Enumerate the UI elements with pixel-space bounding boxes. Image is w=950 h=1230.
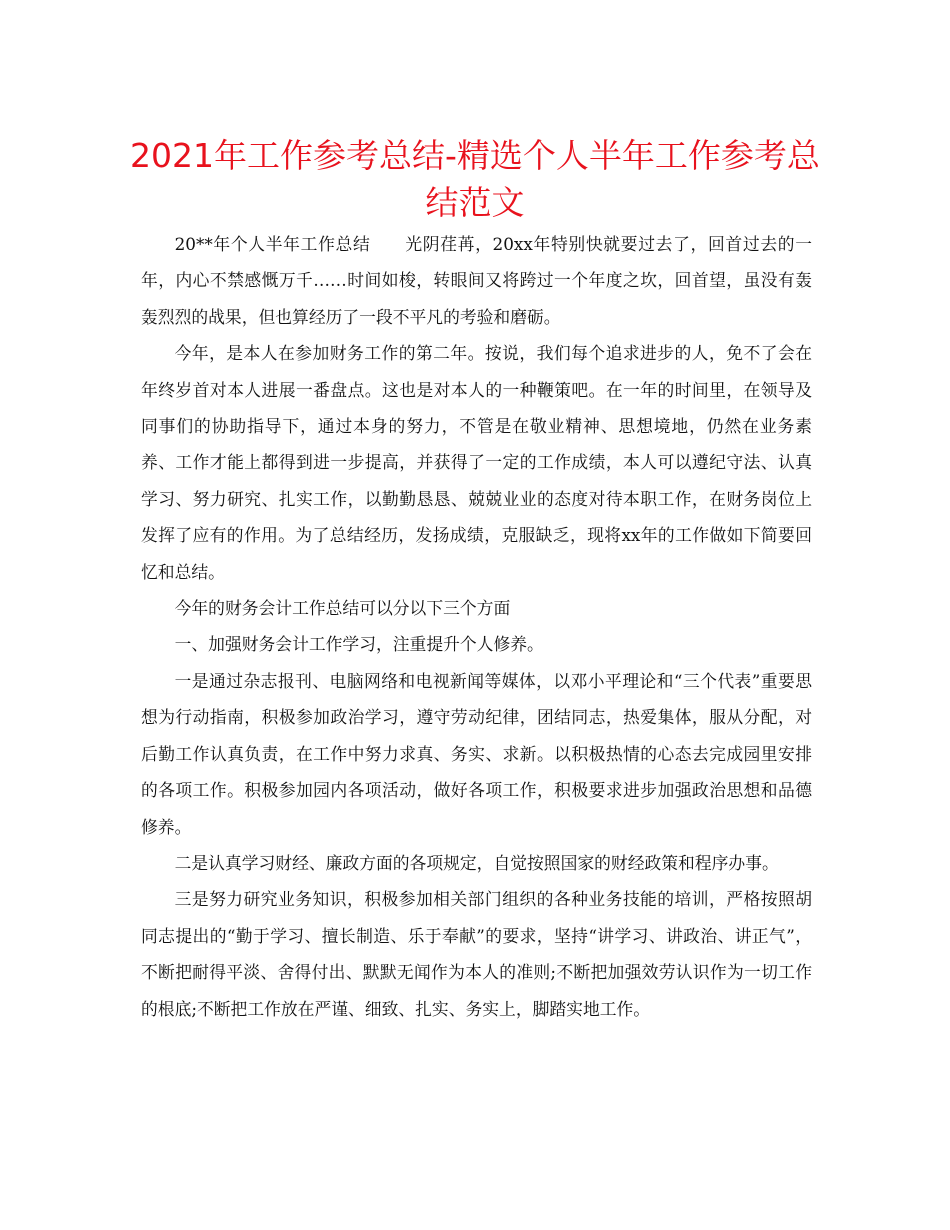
- document-title: 2021年工作参考总结-精选个人半年工作参考总结范文: [130, 136, 820, 222]
- paragraph-intro: 20**年个人半年工作总结 光阴荏苒，20xx年特别快就要过去了，回首过去的一年，内心不禁感慨万千……时间如梭，转眼间又将跨过一个年度之坎，回首望，虽没有轰轰烈烈的战果，但也算经历了一段不平凡的考验和磨砺。: [141, 234, 812, 327]
- document-body: [141, 226, 812, 1027]
- paragraph-aspects: 今年的财务会计工作总结可以分以下三个方面: [174, 598, 511, 619]
- paragraph-point-three: 三是努力研究业务知识，积极参加相关部门组织的各种业务技能的培训，严格按照胡同志提出的“勤于学习、擅长制造、乐于奉献”的要求，坚持“讲学习、讲政治、讲正气”，不断把耐得平淡、舍得付出、默默无闻作为本人的准则;不断把加强效劳认识作为一切工作的根底;不断把工作放在严谨、细致、扎实、务实上，脚踏实地工作。: [141, 889, 812, 1019]
- paragraph-overview: 今年，是本人在参加财务工作的第二年。按说，我们每个追求进步的人，免不了会在年终岁首对本人进展一番盘点。这也是对本人的一种鞭策吧。在一年的时间里，在领导及同事们的协助指导下，通过本身的努力，不管是在敬业精神、思想境地，仍然在业务素养、工作才能上都得到进一步提高，并获得了一定的工作成绩，本人可以遵纪守法、认真学习、努力研究、扎实工作，以勤勤恳恳、兢兢业业的态度对待本职工作，在财务岗位上发挥了应有的作用。为了总结经历，发扬成绩，克服缺乏，现将xx年的工作做如下简要回忆和总结。: [141, 343, 812, 582]
- paragraph-point-two: 二是认真学习财经、廉政方面的各项规定，自觉按照国家的财经政策和程序办事。: [174, 852, 779, 873]
- section-heading-one: 一、加强财务会计工作学习，注重提升个人修养。: [174, 634, 544, 655]
- paragraph-point-one: 一是通过杂志报刊、电脑网络和电视新闻等媒体，以邓小平理论和“三个代表”重要思想为行动指南，积极参加政治学习，遵守劳动纪律，团结同志，热爱集体，服从分配，对后勤工作认真负责，在工作中努力求真、务实、求新。以积极热情的心态去完成园里安排的各项工作。积极参加园内各项活动，做好各项工作，积极要求进步加强政治思想和品德修养。: [141, 670, 812, 837]
